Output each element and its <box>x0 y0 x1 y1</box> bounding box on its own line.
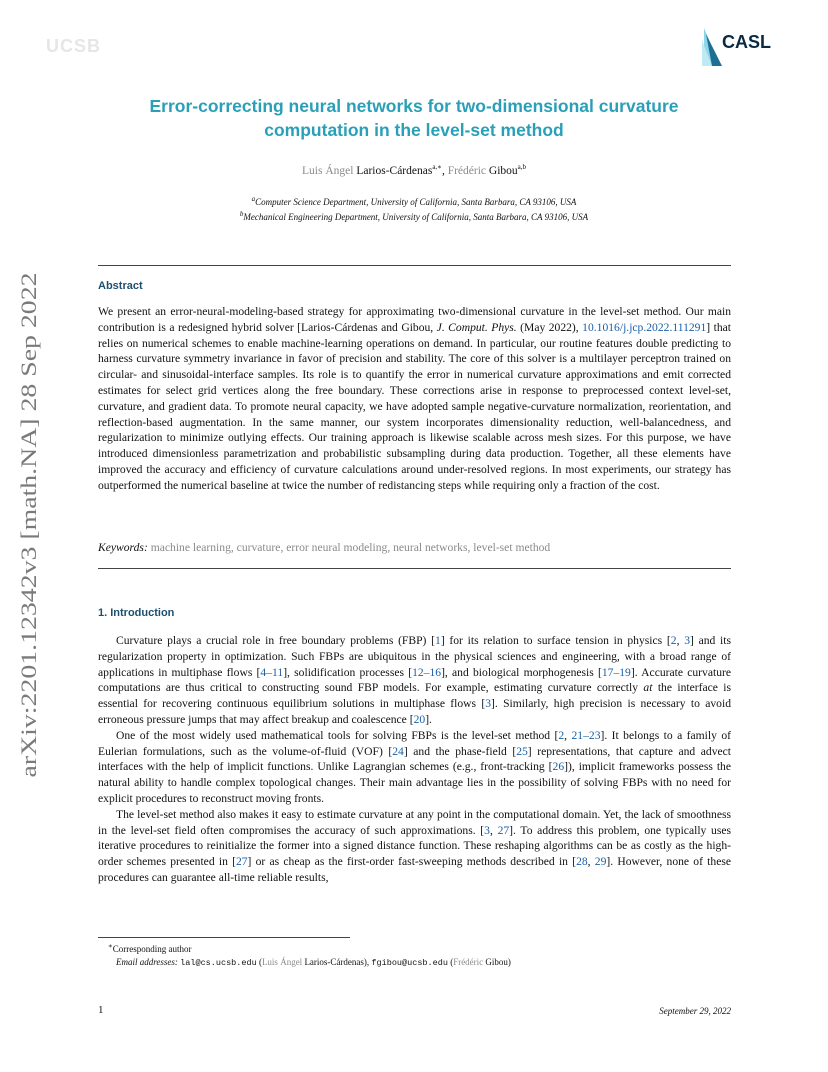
arxiv-stamp-text: arXiv:2201.12342v3 [math.NA] 28 Sep 2022 <box>16 377 41 778</box>
abstract-body <box>98 304 731 494</box>
keywords-text: machine learning, curvature, error neural modeling, neural networks, level-set method <box>150 541 551 554</box>
citation-link[interactable]: 1 <box>435 634 441 647</box>
intro-heading: 1. Introduction <box>98 607 175 619</box>
footnote-open-1: ( <box>258 957 262 967</box>
body-text: One of the most widely used mathematical tools for solving FBPs is the level-set method [ <box>116 728 559 742</box>
footnote-close-1: ), <box>363 957 370 967</box>
body-text: ] representations, that capture and advect interfaces with the help of implicit functions. Unlike Lagrangian schemes (e.g., front-tracking [ <box>98 744 732 774</box>
body-text: ]. However, none of these procedures can guarantee all-time reliable results, <box>98 855 732 884</box>
citation-link[interactable]: 24 <box>392 744 404 758</box>
author-1-given: Luis Ángel <box>302 164 354 177</box>
author-2-family: Gibou <box>488 164 518 177</box>
citation-link[interactable]: 12–16 <box>412 665 442 679</box>
body-text: ]), implicit frameworks possess the natural ability to handle complex topological changes. Their main advantage lies in the possibility of solving FBPs with no need for explicit procedures to reconstruct moving fronts. <box>98 760 731 805</box>
footnote-name-2-given: Frédéric <box>453 957 484 967</box>
footnote-name-1-family: Larios-Cárdenas <box>304 957 364 967</box>
arxiv-stamp <box>6 270 46 780</box>
ucsb-watermark: UCSB <box>46 36 102 56</box>
citation-link[interactable]: 27 <box>497 823 510 837</box>
footnote-email-label: Email addresses: <box>116 957 178 967</box>
footnote-star: ∗ <box>108 942 113 950</box>
body-text: ]. Similarly, high precision is necessary to avoid erroneous pressure jumps that may affect breakup and coalescence [ <box>98 697 731 726</box>
citation-link[interactable]: 29 <box>594 855 607 869</box>
body-text: ], solidification processes [ <box>283 665 413 679</box>
body-text: the interface is essential for recovering continuous equilibrium solutions in multiphase flows [ <box>98 681 731 711</box>
affil-b-mark: b <box>239 210 244 218</box>
author-2-affil-mark: a,b <box>517 163 526 171</box>
body-text: , <box>676 634 685 647</box>
page-number: 1 <box>98 1004 104 1016</box>
footnote-email-1[interactable]: lal@cs.ucsb.edu <box>180 958 257 968</box>
citation-link[interactable]: 3 <box>684 634 690 647</box>
body-text: ]. Accurate curvature computations are thus critical to constructing sound FBP models. For example, estimating curvature correctly <box>98 665 732 695</box>
body-text: ]. <box>425 712 432 726</box>
citation-link[interactable]: 26 <box>552 760 565 774</box>
affil-a-mark: a <box>251 195 256 203</box>
citation-link[interactable]: 2 <box>558 728 565 742</box>
keywords-label: Keywords: <box>98 541 148 554</box>
citation-link[interactable]: 3 <box>484 823 490 837</box>
body-text: , <box>587 855 595 869</box>
body-text: ]. To address this problem, one typically uses iterative procedures to reinitialize the former into a signed distance function. These reshaping algorithms can be as costly as the high-order schemes presented in [ <box>98 823 732 869</box>
abstract-text-3: ] that relies on numerical schemes to enable machine-learning operations on demand. In particular, our routine features double predicting to harness curvature symmetry invariance in favor of precision and stability. The core of this solver is a multilayer perceptron trained on circular- and sinusoidal-interface samples. Its role is to quantify the error in numerical curvature approximations and emit corrected estimates for select grid vertices along the free boundary. These corrections arise in response to preprocessed context level-set, curvature, and gradient data. To promote neural capacity, we have adopted sample negative-curvature normalization, reorientation, and reflection-based augmentation. In the same manner, our system incorporates dimensionality reduction, well-balancedness, and regularization to minimize outlying effects. Our training approach is likewise scalable across mesh sizes. For this purpose, we have introduced dimensionless parametrization and probabilistic subsampling during data production. Together, all these elements have improved the accuracy and efficiency of curvature calculations around under-resolved regions. In most experiments, our strategy has outperformed the numerical baseline at twice the number of redistancing steps while requiring only a fraction of the cost. <box>98 320 731 492</box>
footnote-email-2[interactable]: fgibou@ucsb.edu <box>371 958 448 968</box>
body-text: , <box>489 823 498 837</box>
intro-body <box>98 633 731 886</box>
body-text: ] for its relation to surface tension in physics [ <box>440 634 671 647</box>
emphasis-text: at <box>643 681 653 695</box>
author-1-family: Larios-Cárdenas <box>356 164 433 177</box>
abstract-journal: J. Comput. Phys. <box>436 320 517 334</box>
page-date: September 29, 2022 <box>659 1006 731 1016</box>
abstract-text-2: (May 2022), <box>516 320 583 334</box>
citation-link[interactable]: 17–19 <box>601 665 631 679</box>
body-text: , <box>564 728 572 742</box>
affil-a-text: Computer Science Department, University of California, Santa Barbara, CA 93106, USA <box>255 197 577 207</box>
bottom-rule <box>98 568 731 569</box>
paper-title: Error-correcting neural networks for two-dimensional curvature computation in the level-set method <box>149 96 679 140</box>
body-text: ] and its regularization property in optimization. Such FBPs are ubiquitous in the physical sciences and engineering, with a broad range of applications in multiphase flows [ <box>98 634 732 679</box>
author-separator: , <box>441 164 445 177</box>
body-text: ] and the phase-field [ <box>403 744 517 758</box>
author-1-affil-mark: a,∗ <box>432 163 442 171</box>
abstract-heading: Abstract <box>98 280 143 292</box>
body-text: The level-set method also makes it easy to estimate curvature at any point in the computational domain. Yet, the lack of smoothness in the level-set field often compromises the accuracy of such approximations. [ <box>98 807 731 837</box>
citation-link[interactable]: 25 <box>516 744 528 758</box>
body-text: ]. It belongs to a family of Eulerian formulations, such as the volume-of-fluid (VOF) [ <box>98 728 731 758</box>
footnote-corresponding: Corresponding author <box>112 944 192 954</box>
footnote-close-2: ) <box>507 957 511 967</box>
intro-paragraph-2 <box>98 728 731 807</box>
citation-link[interactable]: 20 <box>413 712 426 726</box>
affiliations <box>98 193 730 223</box>
footnote <box>98 940 731 970</box>
intro-paragraph-1 <box>98 633 731 728</box>
intro-paragraph-3 <box>98 807 731 886</box>
author-2-given: Frédéric <box>447 164 487 177</box>
author-line <box>98 163 730 177</box>
affil-b-text: Mechanical Engineering Department, University of California, Santa Barbara, CA 93106, USA <box>243 212 589 222</box>
body-text: Curvature plays a crucial role in free boundary problems (FBP) [ <box>116 634 436 647</box>
citation-link[interactable]: 27 <box>235 855 248 869</box>
footnote-name-2-family: Gibou <box>485 957 508 967</box>
casl-logo-text: CASL <box>722 32 771 52</box>
keywords <box>98 541 731 554</box>
citation-link[interactable]: 2 <box>670 634 677 647</box>
abstract-doi-link[interactable]: 10.1016/j.jcp.2022.111291 <box>582 320 707 334</box>
citation-link[interactable]: 3 <box>485 697 492 711</box>
body-text: ] or as cheap as the first-order fast-sweeping methods described in [ <box>247 855 577 869</box>
footnote-open-2: ( <box>450 957 454 967</box>
citation-link[interactable]: 28 <box>576 855 588 869</box>
citation-link[interactable]: 21–23 <box>571 728 601 742</box>
footnote-rule <box>98 937 350 938</box>
footnote-name-1-given: Luis Ángel <box>261 957 303 967</box>
abstract-text-1: We present an error-neural-modeling-based strategy for approximating two-dimensional curvature in the level-set method. Our main contribution is a redesigned hybrid solver [Larios-Cárdenas and Gibou, <box>98 305 731 334</box>
top-rule <box>98 265 731 266</box>
citation-link[interactable]: 4–11 <box>260 665 284 679</box>
body-text: ], and biological morphogenesis [ <box>441 665 602 679</box>
